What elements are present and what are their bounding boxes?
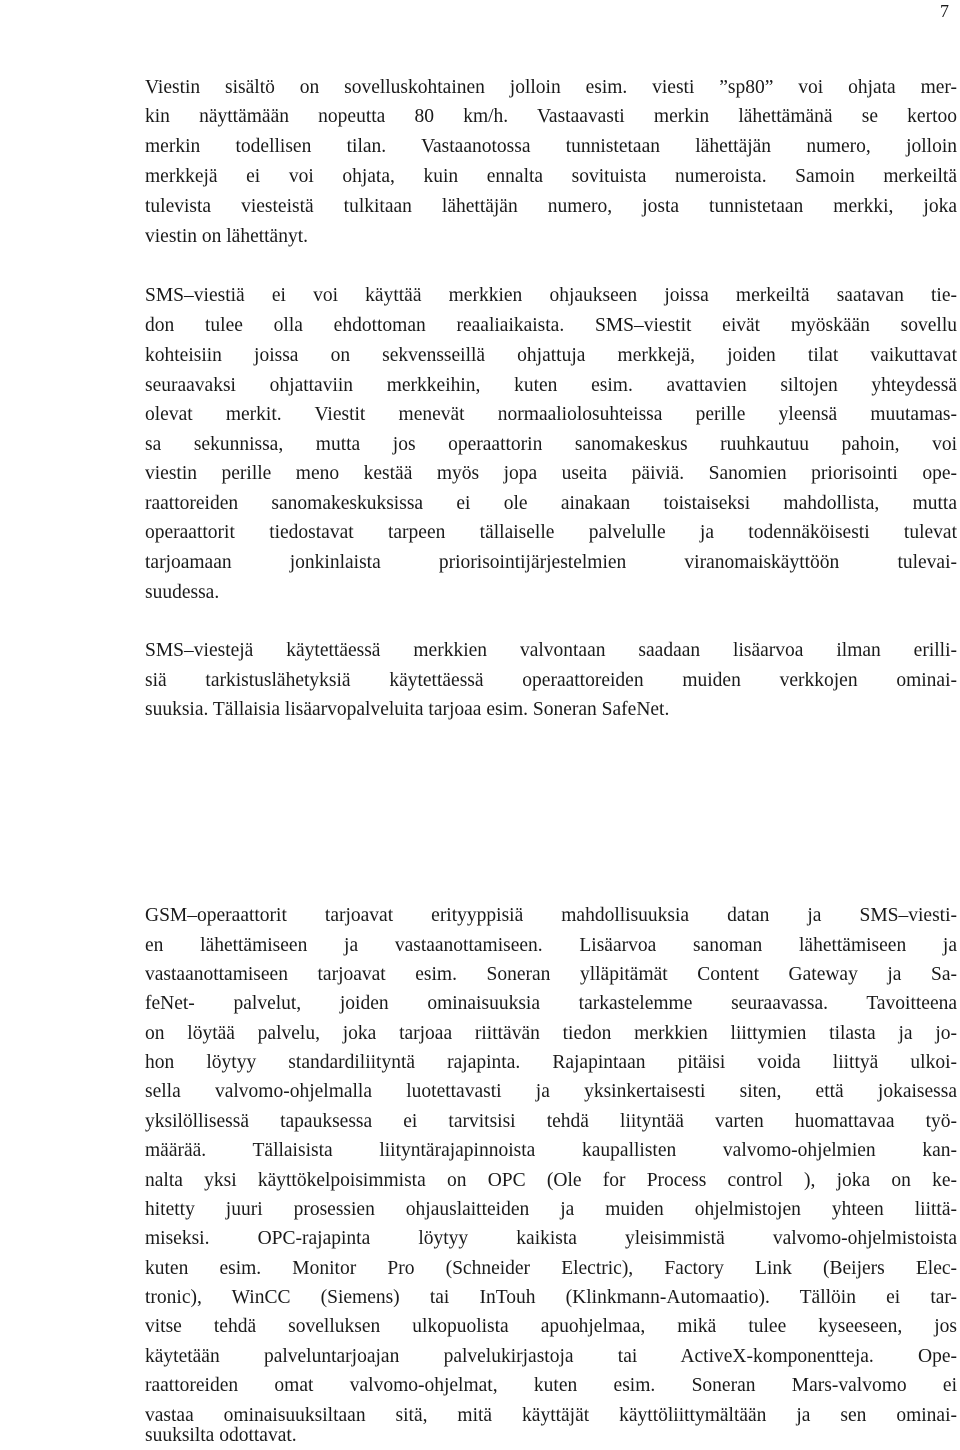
text-line: on löytää palvelu, joka tarjoaa riittävän tiedon merkkien liittymien tilasta ja jo- <box>145 1023 957 1044</box>
text-line: viestin perille meno kestää myös jopa useita päiviä. Sanomien priorisointi ope- <box>145 463 957 484</box>
text-line: kuten esim. Monitor Pro (Schneider Electric), Factory Link (Beijers Elec- <box>145 1258 957 1279</box>
text-line: raattoreiden sanomakeskuksissa ei ole ainakaan toistaiseksi mahdollista, mutta <box>145 493 957 514</box>
text-line: käytetään palveluntarjoajan palvelukirjastoja tai ActiveX-komponentteja. Ope- <box>145 1346 957 1367</box>
text-line: nalta yksi käyttökelpoisimmista on OPC (Ole for Process control ), joka on ke- <box>145 1170 957 1191</box>
text-line: suuksia. Tällaisia lisäarvopalveluita tarjoaa esim. Soneran SafeNet. <box>145 699 670 720</box>
text-line: vastaa ominaisuuksiltaan sitä, mitä käyttäjät käyttöliittymältään ja sen ominai- <box>145 1405 957 1426</box>
text-line: merkin todellisen tilan. Vastaanotossa tunnistetaan lähettäjän numero, jolloin <box>145 136 957 157</box>
text-line: sa sekunnissa, mutta jos operaattorin sanomakeskus ruuhkautuu pahoin, voi <box>145 434 957 455</box>
text-line: en lähettämiseen ja vastaanottamiseen. Lisäarvoa sanoman lähettämiseen ja <box>145 935 957 956</box>
text-line: vitse tehdä sovelluksen ulkopuolista apuohjelmaa, mikä tulee kyseeseen, jos <box>145 1316 957 1337</box>
text-line: tarjoamaan jonkinlaista priorisointijärjestelmien viranomaiskäyttöön tulevai- <box>145 552 957 573</box>
text-line: suuksilta odottavat. <box>145 1425 297 1446</box>
text-line: suudessa. <box>145 582 220 603</box>
text-line: vastaanottamiseen tarjoavat esim. Soneran ylläpitämät Content Gateway ja Sa- <box>145 964 957 985</box>
text-line: don tulee olla ehdottoman reaaliaikaista. SMS–viestit eivät myöskään sovellu <box>145 315 957 336</box>
text-line: hon löytyy standardiliityntä rajapinta. Rajapintaan pitäisi voida liittyä ulkoi- <box>145 1052 957 1073</box>
text-line: hitetty juuri prosessien ohjauslaitteiden ja muiden ohjelmistojen yhteen liittä- <box>145 1199 957 1220</box>
text-line: miseksi. OPC-rajapinta löytyy kaikista yleisimmistä valvomo-ohjelmistoista <box>145 1228 957 1249</box>
text-line: Viestin sisältö on sovelluskohtainen jolloin esim. viesti ”sp80” voi ohjata mer- <box>145 77 957 98</box>
text-line: tronic), WinCC (Siemens) tai InTouh (Klinkmann-Automaatio). Tällöin ei tar- <box>145 1287 957 1308</box>
text-line: tulevista viesteistä tulkitaan lähettäjän numero, josta tunnistetaan merkki, joka <box>145 196 957 217</box>
text-line: seuraavaksi ohjattaviin merkkeihin, kuten esim. avattavien siltojen yhteydessä <box>145 375 957 396</box>
text-line: raattoreiden omat valvomo-ohjelmat, kuten esim. Soneran Mars-valvomo ei <box>145 1375 957 1396</box>
text-line: olevat merkit. Viestit menevät normaaliolosuhteissa perille yleensä muutamas- <box>145 404 957 425</box>
text-line: merkkejä ei voi ohjata, kuin ennalta sovituista numeroista. Samoin merkeiltä <box>145 166 957 187</box>
text-line: feNet- palvelut, joiden ominaisuuksia tarkastelemme seuraavassa. Tavoitteena <box>145 993 957 1014</box>
text-line: kohteisiin joissa on sekvensseillä ohjattuja merkkejä, joiden tilat vaikuttavat <box>145 345 957 366</box>
text-line: määrää. Tällaisista liityntärajapinnoista kaupallisten valvomo-ohjelmien kan- <box>145 1140 957 1161</box>
text-line: siä tarkistuslähetyksiä käytettäessä operaattoreiden muiden verkkojen ominai- <box>145 670 957 691</box>
text-line: operaattorit tiedostavat tarpeen tällaiselle palvelulle ja todennäköisesti tulevat <box>145 522 957 543</box>
text-line: GSM–operaattorit tarjoavat erityyppisiä mahdollisuuksia datan ja SMS–viesti- <box>145 905 957 926</box>
text-line: sella valvomo-ohjelmalla luotettavasti ja yksinkertaisesti siten, että jokaisessa <box>145 1081 957 1102</box>
text-line: yksilöllisessä tapauksessa ei tarvitsisi tehdä liityntää varten huomattavaa työ- <box>145 1111 957 1132</box>
text-line: kin näyttämään nopeutta 80 km/h. Vastaavasti merkin lähettämänä se kertoo <box>145 106 957 127</box>
page-number: 7 <box>940 1 949 21</box>
text-line: viestin on lähettänyt. <box>145 226 309 247</box>
text-line: SMS–viestejä käytettäessä merkkien valvontaan saadaan lisäarvoa ilman erilli- <box>145 640 957 661</box>
text-line: SMS–viestiä ei voi käyttää merkkien ohjaukseen joissa merkeiltä saatavan tie- <box>145 285 957 306</box>
